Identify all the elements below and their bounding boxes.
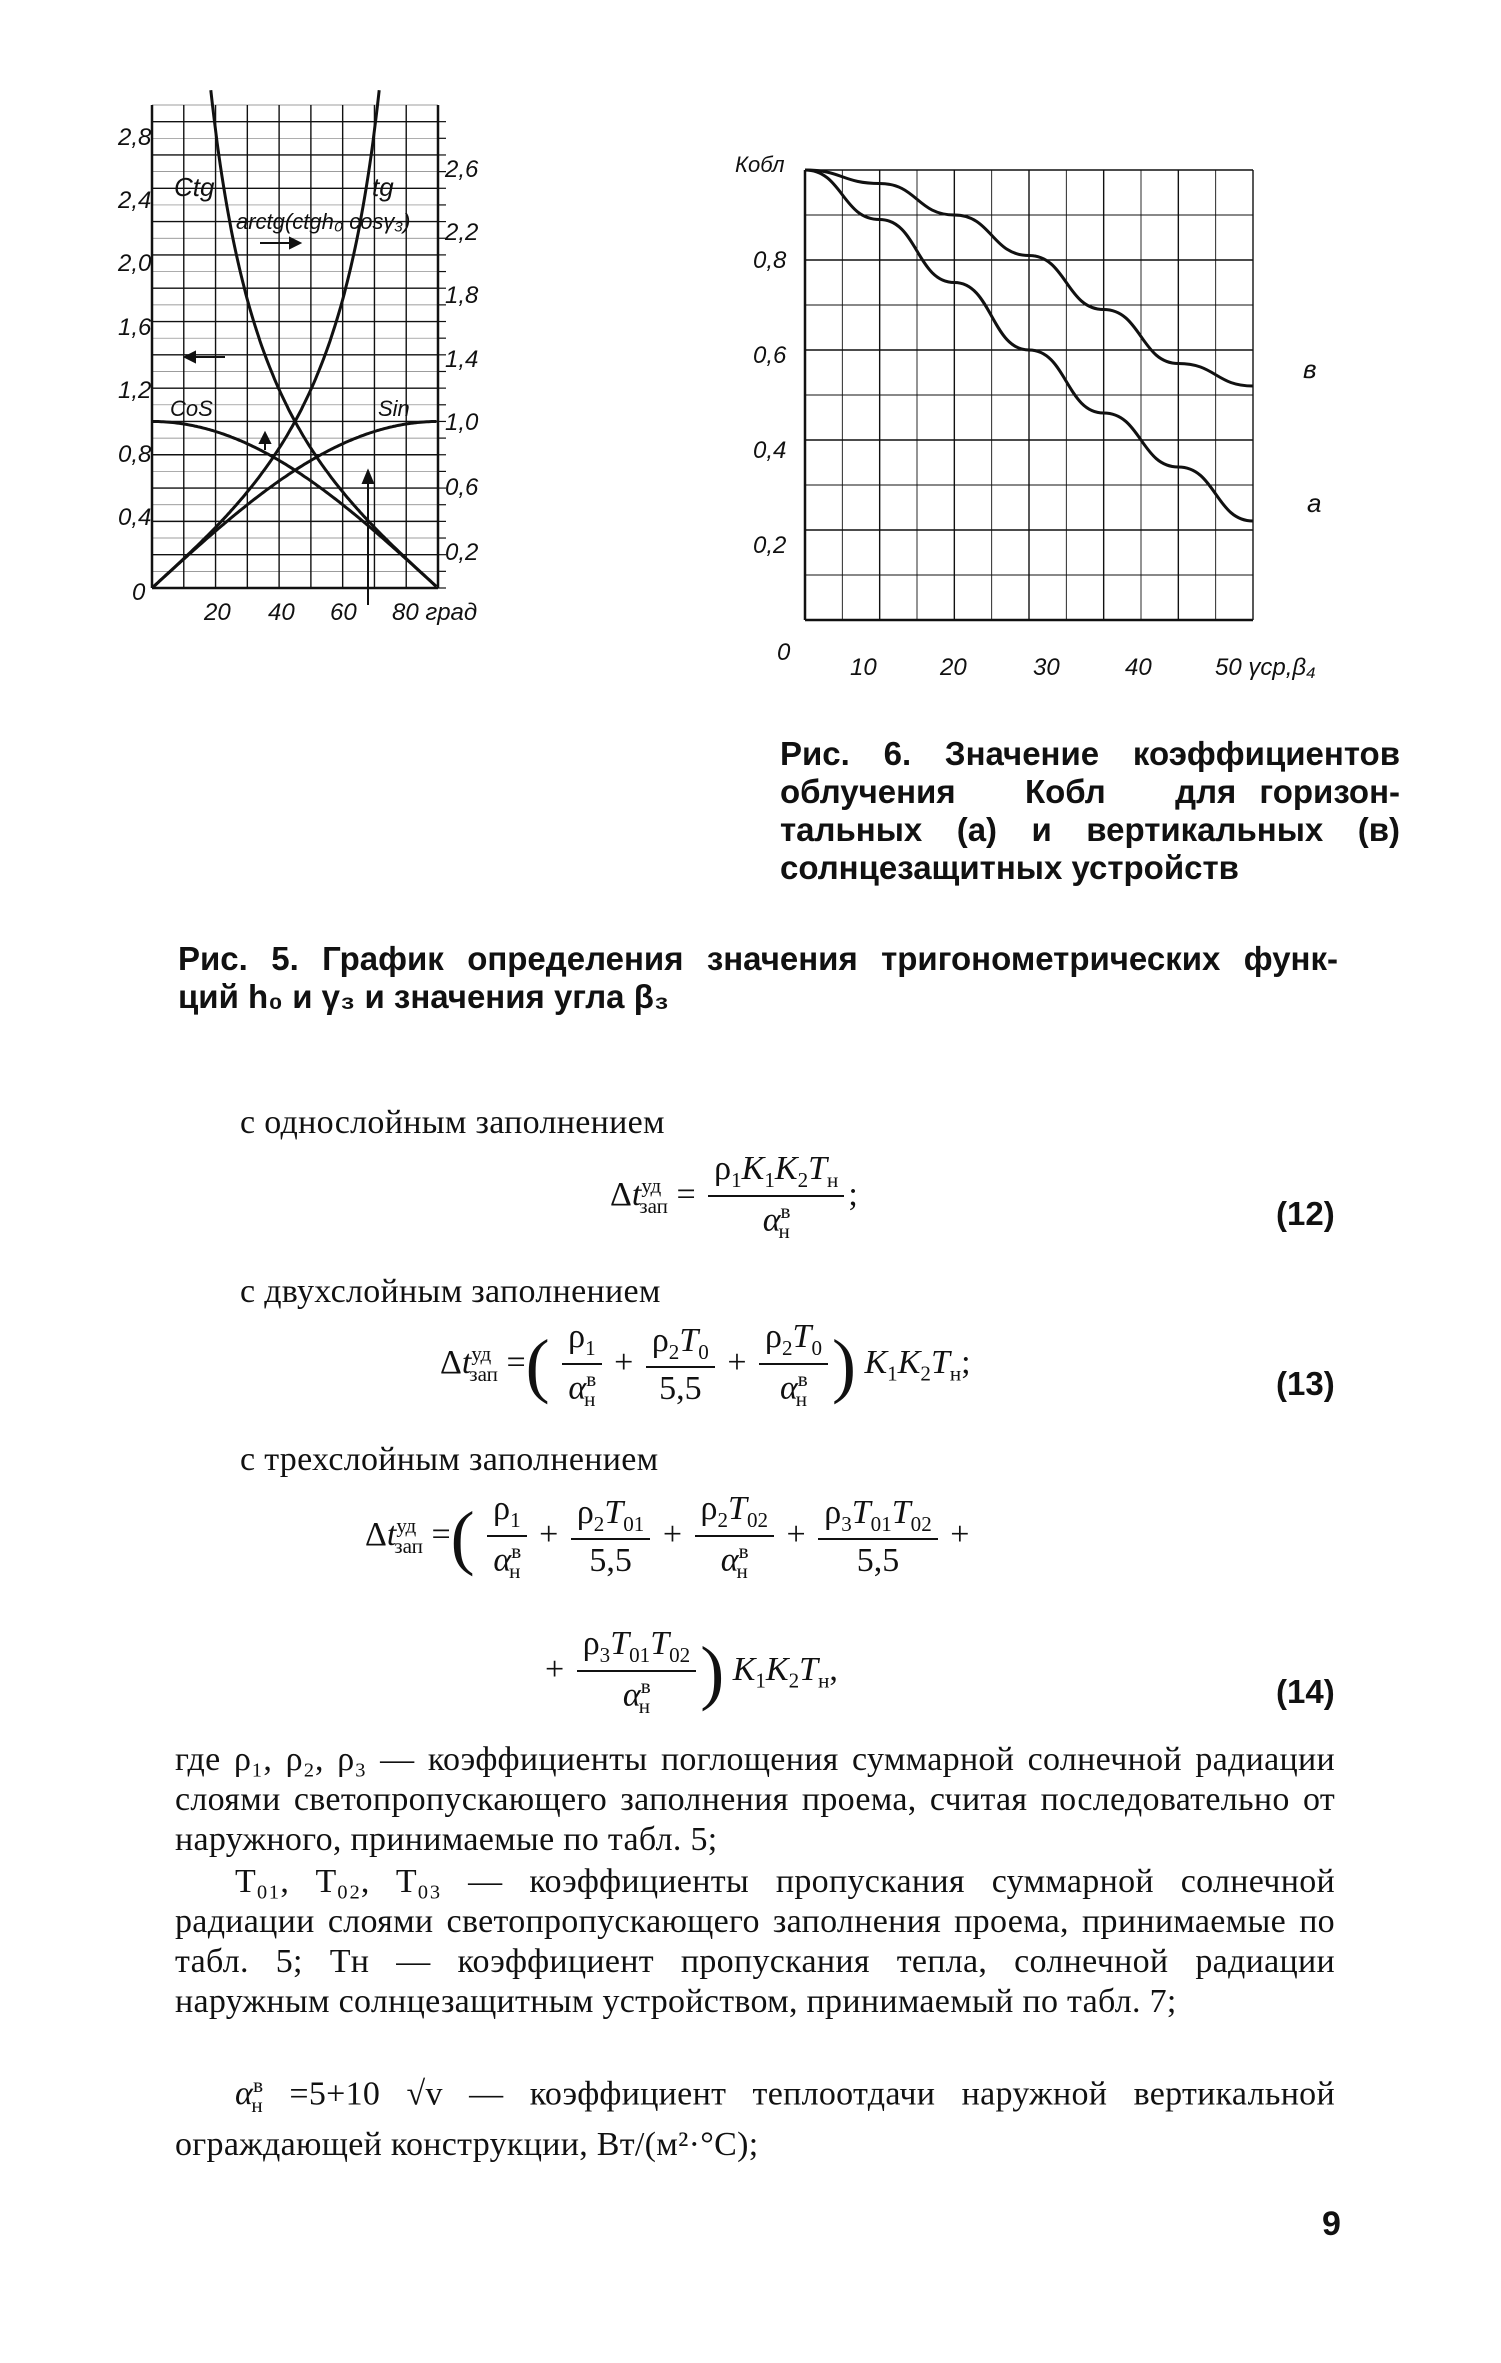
fig6-caption-line: тальных (а) и вертикальных (в) — [780, 811, 1400, 848]
paragraph-t: T₀₁, T₀₂, T₀₃ — коэффициенты пропускания суммарной солнечной радиации слоями светопропускающего заполнения проема, принимаемые по табл. 5; Tн — коэффициент пропускания тепла, солнечной радиации наружным солнцезащитным устройством, принимаемый по табл. 7; — [175, 1863, 1335, 2020]
fig6-caption-line: облучения Кобл для горизон- — [780, 773, 1400, 810]
fig6-caption-line: Рис. 6. Значение коэффициентов — [780, 735, 1400, 772]
fig6-y-tick: 0,6 — [753, 342, 787, 369]
page-number: 9 — [1322, 2205, 1341, 2243]
fig5-x-tick: 80 град — [392, 599, 478, 626]
fig5-y-tick: 0,4 — [118, 504, 152, 531]
fig5-y-tick: 0 — [132, 579, 146, 606]
fig5-y-tick: 1,2 — [118, 377, 152, 404]
fig5-caption-line: Рис. 5. График определения значения тригонометрических функ- — [178, 940, 1338, 977]
fig6-y-tick: 0 — [777, 639, 791, 666]
fig5-right-tick: 2,6 — [445, 156, 479, 183]
fig6-curve-label-b: в — [1303, 354, 1317, 384]
fig6-caption-line: солнцезащитных устройств — [780, 849, 1239, 886]
fig5-y-tick: 0,8 — [118, 441, 152, 468]
paragraph-alpha: $\alpha^в_н =5+10$ √v — коэффициент теплоотдачи наружной вертикальной ограждающей конструкции, Вт/(м²·°С); — [175, 2073, 1335, 2164]
fig5-label-tg: tg — [372, 172, 394, 202]
fig6-y-tick: 0,4 — [753, 437, 787, 464]
fig5-label-ctg: Ctg — [174, 172, 215, 202]
fig6-curve-label-a: а — [1307, 488, 1322, 518]
text-single-layer: с однослойным заполнением — [240, 1104, 665, 1141]
fig6-caption — [780, 735, 1400, 887]
fig6-x-tick: 10 — [850, 654, 877, 681]
fig5-right-tick: 0,6 — [445, 474, 479, 501]
eq14-number: (14) — [1276, 1673, 1335, 1710]
paragraph-alpha-text: =5+10 √v — коэффициент теплоотдачи наружной вертикальной ограждающей конструкции, Вт/(м²·°С); — [175, 2075, 1335, 2164]
fig6-x-tick: 40 — [1125, 654, 1152, 681]
fig5-right-tick: 1,8 — [445, 282, 479, 309]
text-triple-layer: с трехслойным заполнением — [240, 1441, 659, 1478]
fig5-series-cos — [152, 421, 436, 586]
fig6-grid — [805, 170, 1253, 620]
fig6-y-tick: 0,2 — [753, 532, 787, 559]
fig6-chart — [725, 140, 1365, 680]
fig5-y-tick: 1,6 — [118, 314, 152, 341]
eq13-number: (13) — [1276, 1365, 1335, 1402]
fig5-x-tick: 20 — [204, 599, 231, 626]
fig6-y-label: Кобл — [735, 152, 785, 177]
equation-14-line1: $\Delta t^{уд}_{зап}$ =( $\frac{\rho_1}{\alpha^в_н}$ + $\frac{\rho_2T_{01}}{5,5}$ + $\frac{\rho_2T_{02}}{\alpha^в_н}$ + $\frac{\rho_3T_{01}T_{02}}{5,5}$ + — [365, 1490, 970, 1583]
fig6-x-tick: 20 — [940, 654, 967, 681]
fig6-y-tick: 0,8 — [753, 247, 787, 274]
fig6-x-tick: 50 γср,β₄ — [1215, 654, 1316, 681]
fig5-right-tick: 0,2 — [445, 539, 479, 566]
fig5-curves — [152, 90, 436, 588]
equation-14-line2: + $\frac{\rho_3T_{01}T_{02}}{\alpha^в_н}$ ) $K_1K_2T_н$, — [545, 1625, 838, 1718]
fig5-right-tick: 1,0 — [445, 409, 479, 436]
fig5-chart — [118, 95, 730, 635]
fig6-x-tick: 30 — [1033, 654, 1060, 681]
fig5-right-tick: 2,2 — [445, 219, 479, 246]
fig5-x-tick: 40 — [268, 599, 295, 626]
fig5-y-tick: 2,4 — [118, 187, 152, 214]
equation-13: $\Delta t^{уд}_{зап}$ =( $\frac{\rho_1}{\alpha^в_н}$ + $\frac{\rho_2T_0}{5,5}$ + $\frac{\rho_2T_0}{\alpha^в_н}$ ) $K_1K_2T_н$; — [440, 1318, 971, 1411]
equation-12: $\Delta t^{уд}_{зап}$ = $\frac{\rho_1K_1K_2T_н}{\alpha^в_н}$ ; — [610, 1150, 858, 1243]
fig5-label-cos: CoS — [170, 396, 213, 421]
fig5-caption-line: ций h₀ и γ₃ и значения угла β₃ — [178, 978, 670, 1015]
eq12-number: (12) — [1276, 1195, 1335, 1232]
fig5-label-sin: Sin — [378, 396, 410, 421]
fig5-x-tick: 60 — [330, 599, 357, 626]
fig5-y-tick: 2,8 — [118, 124, 152, 151]
fig5-caption — [178, 940, 1338, 1016]
fig5-right-tick: 1,4 — [445, 346, 479, 373]
text-double-layer: с двухслойным заполнением — [240, 1273, 661, 1310]
fig5-label-arctg: arctg(ctgh₀ cosγ₃) — [236, 209, 411, 234]
fig5-y-tick: 2,0 — [118, 250, 152, 277]
paragraph-rho: где ρ₁, ρ₂, ρ₃ — коэффициенты поглощения суммарной солнечной радиации слоями светопропускающего заполнения проема, считая последовательно от наружного, принимаемые по табл. 5; — [175, 1741, 1335, 1858]
